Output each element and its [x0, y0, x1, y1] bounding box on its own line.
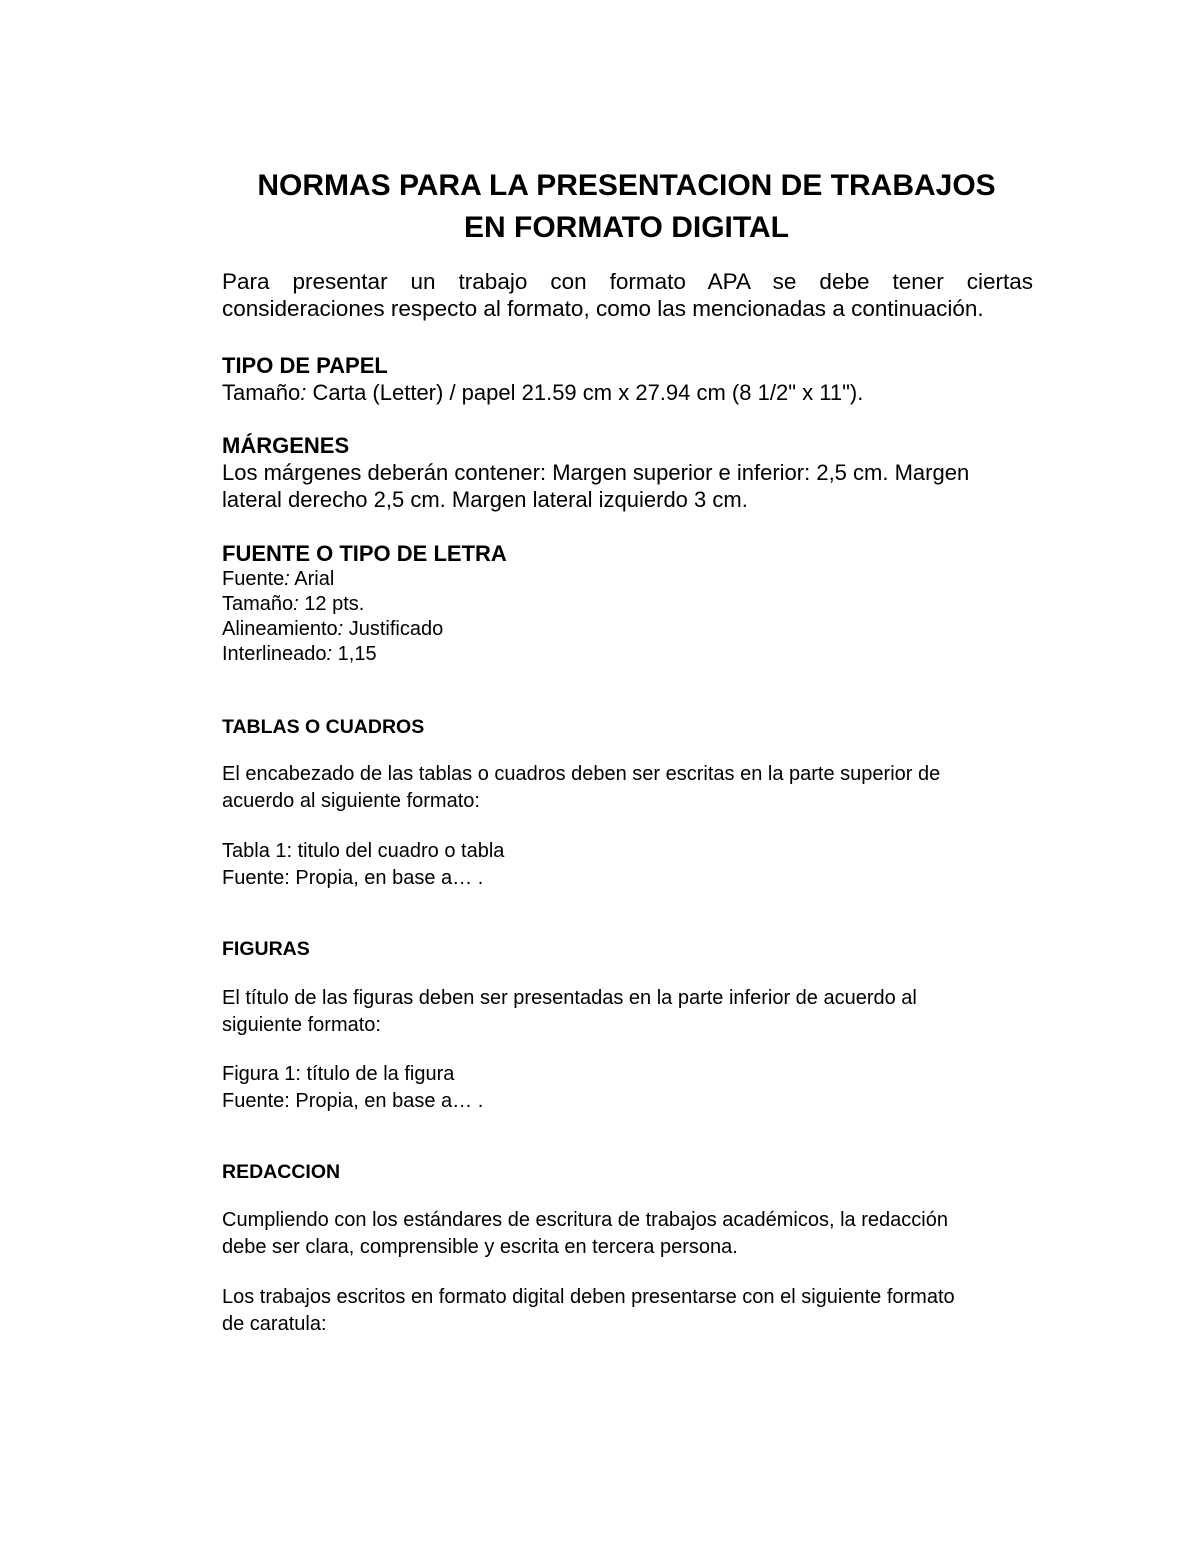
figuras-paragraph [222, 985, 1033, 1039]
font-spec-colon: : [337, 618, 344, 640]
example-caption: Tabla 1: titulo del cuadro o tabla [222, 840, 505, 862]
font-spec-label: Interlineado [222, 643, 327, 665]
font-spec-value: Justificado [343, 618, 444, 640]
heading-figuras: FIGURAS [222, 938, 310, 960]
intro-paragraph [222, 268, 1033, 322]
heading-tablas: TABLAS O CUADROS [222, 716, 425, 738]
font-spec-colon: : [326, 643, 333, 665]
redaccion-paragraph-1 [222, 1207, 1033, 1261]
figuras-example [222, 1061, 1033, 1115]
intro-line-2: consideraciones respecto al formato, como las mencionadas a continuación. [222, 296, 984, 321]
margins-text [222, 459, 1033, 513]
redaccion-paragraph-2 [222, 1284, 1033, 1338]
heading-redaccion: REDACCION [222, 1161, 341, 1183]
section-heading: FUENTE O TIPO DE LETRA [222, 541, 507, 566]
paper-size-value: Carta (Letter) / papel 21.59 cm x 27.94 cm (8 1/2" x 11"). [306, 380, 864, 405]
section-fuente [222, 540, 1033, 667]
paragraph-line: siguiente formato: [222, 1014, 381, 1036]
font-spec-colon: : [293, 593, 299, 615]
example-source: Fuente: Propia, en base a… . [222, 867, 484, 889]
paragraph-line: El título de las figuras deben ser presentadas en la parte inferior de acuerdo al [222, 987, 917, 1009]
font-spec-item [222, 642, 1033, 667]
tablas-paragraph [222, 761, 1033, 815]
font-spec-colon: : [284, 568, 290, 590]
font-spec-label: Fuente [222, 568, 285, 590]
font-spec-item [222, 567, 1033, 592]
section-heading: TIPO DE PAPEL [222, 353, 388, 378]
font-spec-value: 12 pts. [298, 593, 365, 615]
paper-size-line [222, 379, 1033, 406]
section-margenes [222, 432, 1033, 513]
font-spec-label: Alineamiento [222, 618, 338, 640]
font-spec-label: Tamaño [222, 593, 294, 615]
paragraph-line: de caratula: [222, 1313, 327, 1335]
paragraph-line: El encabezado de las tablas o cuadros deben ser escritas en la parte superior de [222, 763, 941, 785]
document-title-line-2: EN FORMATO DIGITAL [464, 211, 789, 244]
margins-line-1: Los márgenes deberán contener: Margen superior e inferior: 2,5 cm. Margen [222, 460, 970, 485]
paragraph-line: acuerdo al siguiente formato: [222, 790, 480, 812]
paper-size-colon: : [300, 380, 307, 405]
tablas-example [222, 838, 1033, 892]
paragraph-line: debe ser clara, comprensible y escrita en tercera persona. [222, 1236, 738, 1258]
example-caption: Figura 1: título de la figura [222, 1063, 455, 1085]
example-source: Fuente: Propia, en base a… . [222, 1090, 484, 1112]
section-heading: MÁRGENES [222, 433, 350, 458]
paragraph-line: Cumpliendo con los estándares de escritura de trabajos académicos, la redacción [222, 1209, 948, 1231]
font-spec-value: 1,15 [332, 643, 377, 665]
document-title-line-1: NORMAS PARA LA PRESENTACION DE TRABAJOS [257, 169, 996, 202]
font-spec-item [222, 592, 1033, 617]
section-tipo-de-papel [222, 352, 1033, 406]
font-spec-value: Arial [289, 568, 335, 590]
font-spec-item [222, 617, 1033, 642]
paragraph-line: Los trabajos escritos en formato digital deben presentarse con el siguiente formato [222, 1286, 955, 1308]
margins-line-2: lateral derecho 2,5 cm. Margen lateral izquierdo 3 cm. [222, 487, 748, 512]
paper-size-label: Tamaño [222, 380, 301, 405]
intro-line-1: Para presentar un trabajo con formato APA se debe tener ciertas [222, 269, 1033, 294]
